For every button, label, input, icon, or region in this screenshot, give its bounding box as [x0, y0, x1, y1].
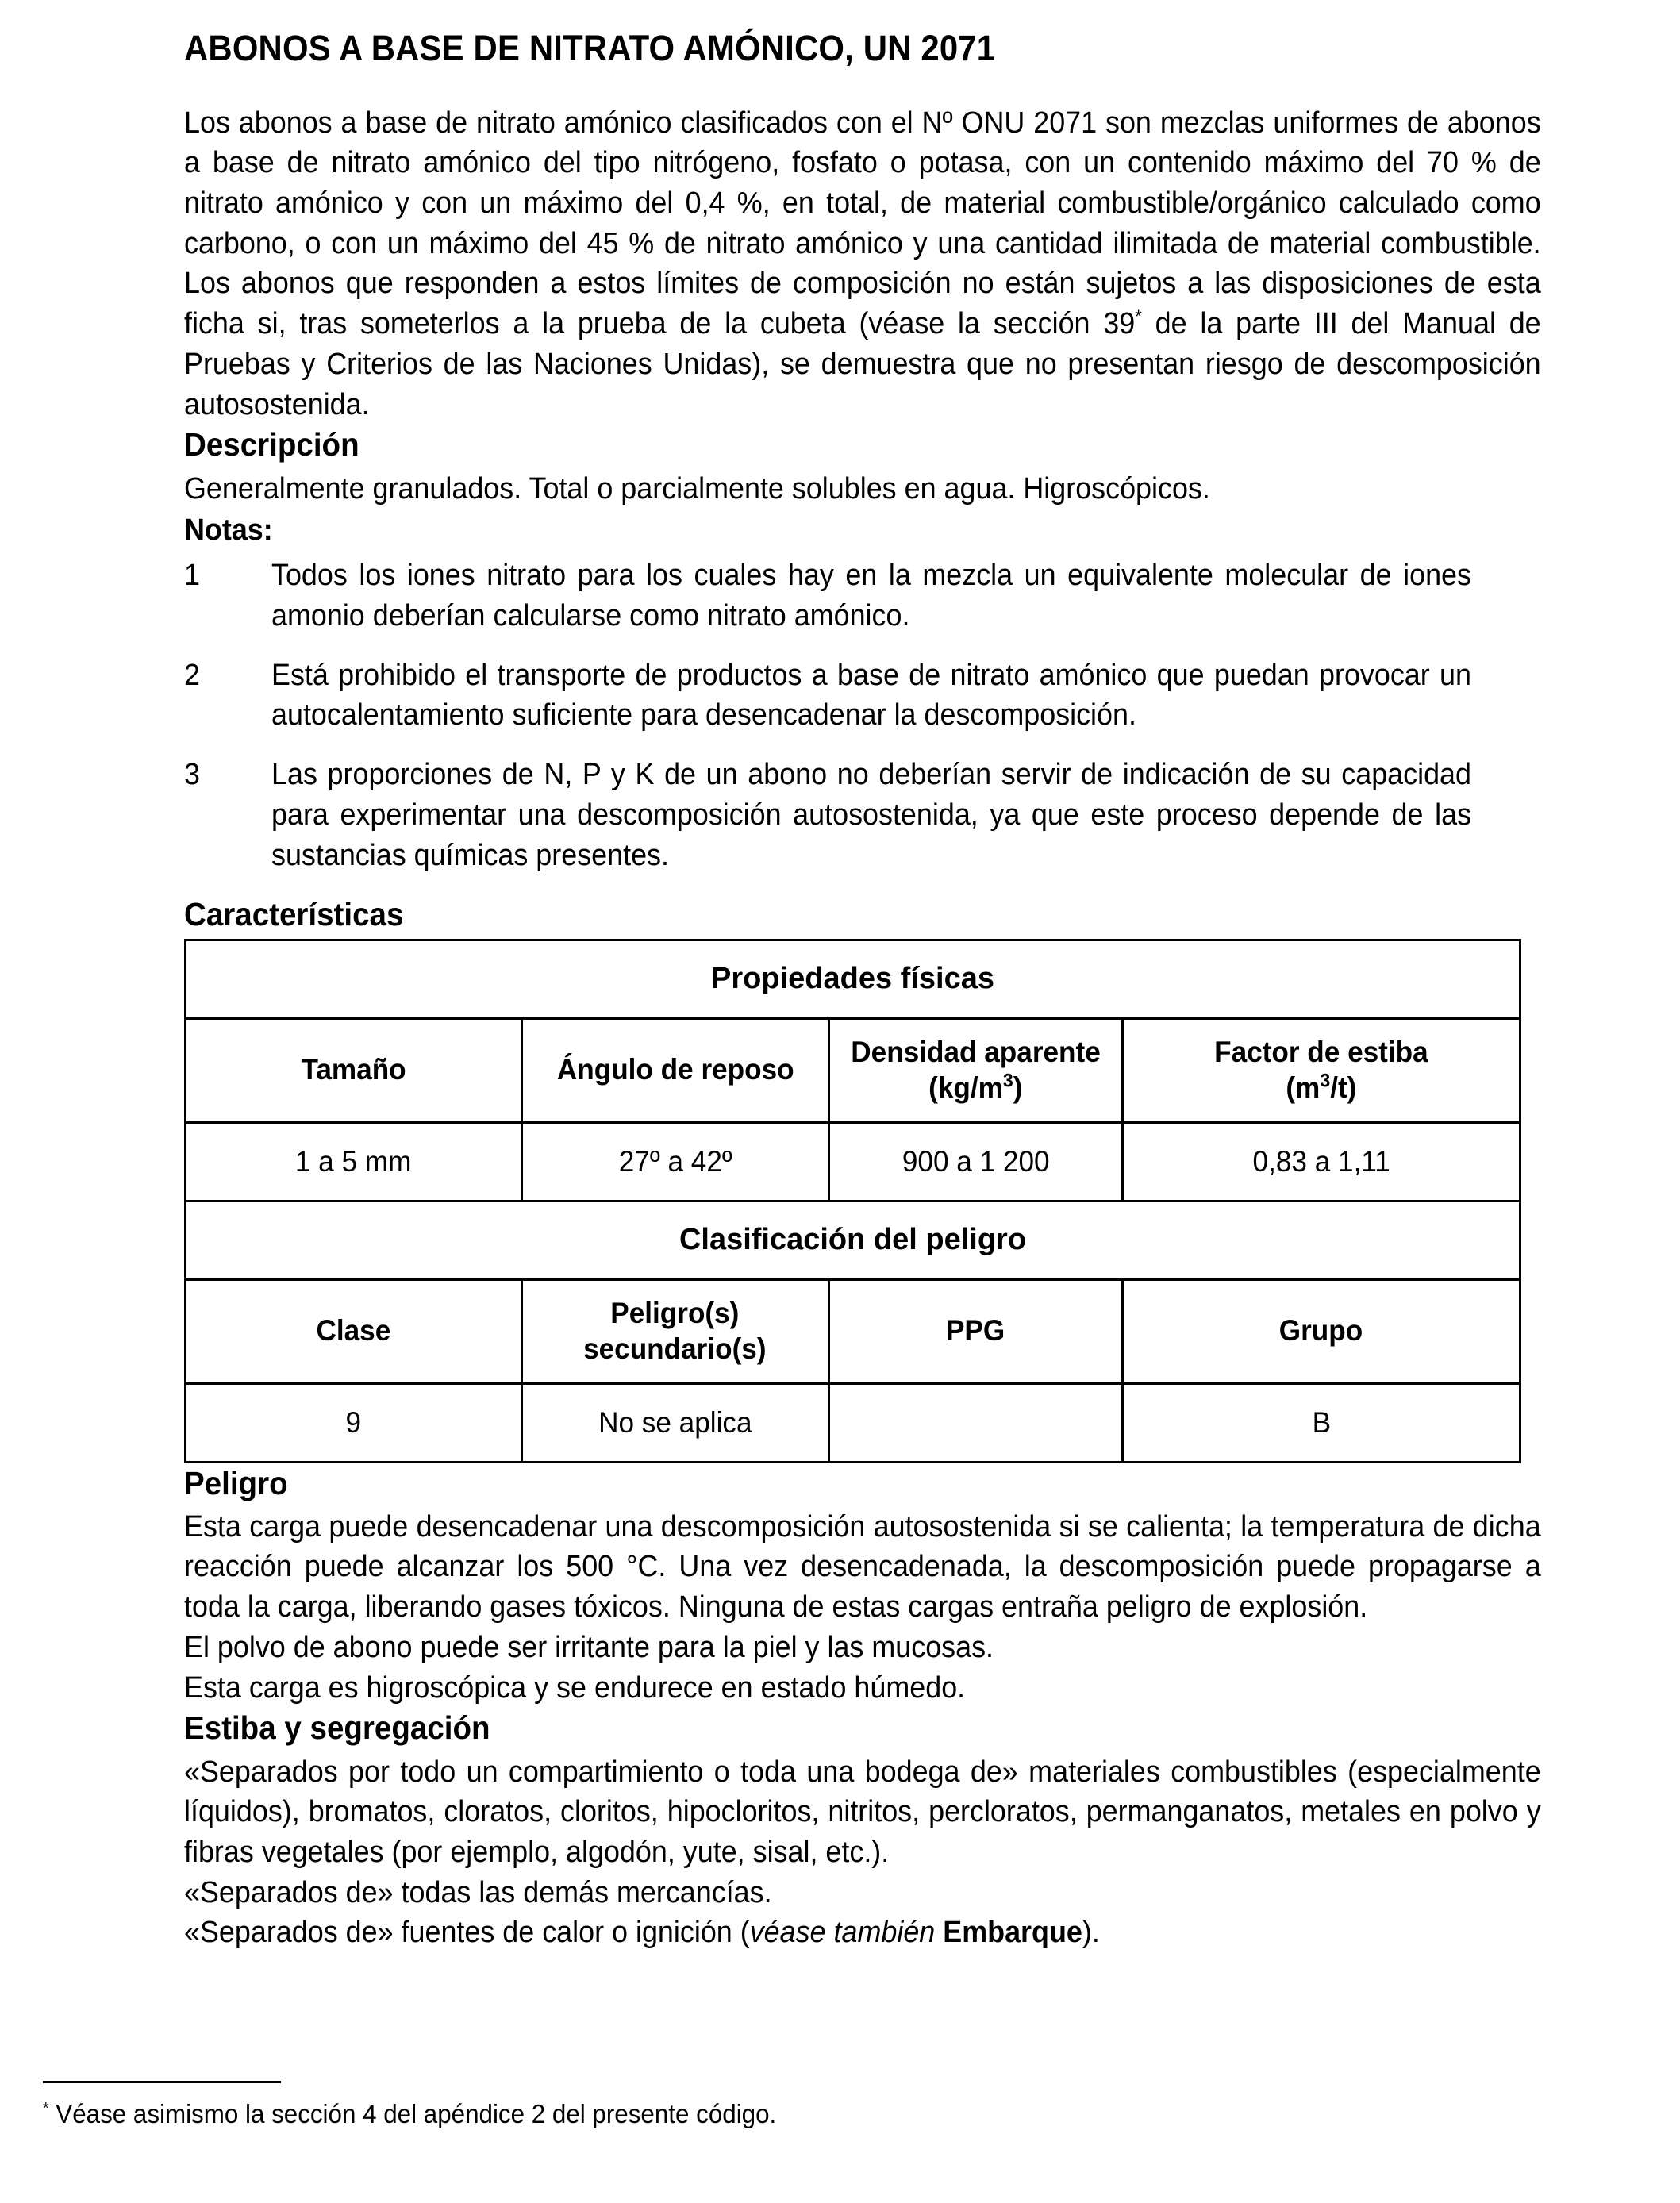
value-grupo: [1122, 1383, 1520, 1462]
col-header-clase: [186, 1279, 522, 1383]
col-header-grupo-label: Grupo: [1279, 1314, 1363, 1348]
value-densidad-text: 900 a 1 200: [902, 1144, 1050, 1178]
footnote-area: [43, 2081, 1551, 2132]
col-header-ppg: [828, 1279, 1122, 1383]
value-angulo-text: 27º a 42º: [618, 1144, 732, 1178]
value-peligro-secundario: [521, 1383, 828, 1462]
value-clase-text: 9: [345, 1405, 362, 1439]
col-header-grupo: [1122, 1279, 1520, 1383]
footnote-separator-rule: [43, 2081, 281, 2083]
estiba-p3-pre: «Separados de» fuentes de calor o ignición (: [184, 1916, 750, 1950]
table-row-band-physical: [186, 940, 1520, 1018]
factor-unit-pre: (m: [1286, 1071, 1321, 1104]
value-tamano-text: 1 a 5 mm: [295, 1144, 412, 1178]
heading-descripcion: Descripción: [184, 426, 359, 463]
estiba-p3-bold-reference: Embarque: [943, 1916, 1082, 1950]
table-row-physical-values: [186, 1122, 1520, 1201]
col-header-factor-estiba-unit: [1286, 1071, 1356, 1105]
value-tamano: [186, 1122, 522, 1201]
note-number: 3: [184, 758, 200, 792]
densidad-unit-exponent: 3: [1002, 1070, 1013, 1092]
col-header-angulo: [521, 1018, 828, 1122]
col-header-factor-estiba-label: Factor de estiba: [1214, 1036, 1428, 1069]
value-grupo-text: B: [1312, 1405, 1331, 1439]
col-header-clase-label: Clase: [316, 1314, 391, 1348]
col-header-densidad-label: Densidad aparente: [850, 1036, 1101, 1069]
value-peligro-secundario-text: No se aplica: [598, 1405, 752, 1439]
note-text: Está prohibido el transporte de productos a base de nitrato amónico que puedan provocar un autocalentamiento suficiente para desencadenar la descomposición.: [271, 658, 1471, 732]
intro-paragraph: [184, 103, 1541, 425]
value-factor-estiba-text: 0,83 a 1,11: [1252, 1144, 1390, 1178]
notas-label: Notas:: [184, 513, 273, 548]
table-row-hazard-headers: [186, 1279, 1520, 1383]
col-header-angulo-label: Ángulo de reposo: [556, 1053, 794, 1086]
intro-text-part2: de la parte III del Manual de Pruebas y Criterios de las Naciones Unidas), se demuestra que no presentan riesgo de descomposición autosostenida.: [184, 307, 1541, 421]
heading-caracteristicas: Características: [184, 896, 404, 933]
densidad-unit-pre: (kg/m: [928, 1071, 1003, 1104]
page-title: ABONOS A BASE DE NITRATO AMÓNICO, UN 2071: [184, 28, 996, 68]
table-row-physical-headers: [186, 1018, 1520, 1122]
page-content: [184, 29, 1541, 1953]
estiba-paragraph-3: [184, 1913, 1541, 1953]
note-item: [184, 556, 1541, 636]
footnote: [43, 2097, 1475, 2132]
note-item: [184, 656, 1541, 736]
table-row-hazard-values: [186, 1383, 1520, 1462]
col-header-ppg-label: PPG: [946, 1314, 1005, 1348]
col-header-densidad: [828, 1018, 1122, 1122]
descripcion-text: Generalmente granulados. Total o parcialmente solubles en agua. Higroscópicos.: [184, 471, 1210, 506]
characteristics-table: [184, 939, 1521, 1463]
table-row-band-hazard: [186, 1201, 1520, 1279]
col-header-factor-estiba: [1122, 1018, 1520, 1122]
estiba-paragraph-2: «Separados de» todas las demás mercancías.: [184, 1875, 772, 1909]
col-header-peligro-secundario: [521, 1279, 828, 1383]
col-header-tamano-label: Tamaño: [301, 1053, 406, 1086]
value-angulo: [521, 1122, 828, 1201]
band-title-physical: Propiedades físicas: [186, 940, 1520, 1018]
footnote-marker: *: [43, 2099, 49, 2117]
densidad-unit-post: ): [1013, 1071, 1023, 1104]
note-item: [184, 755, 1541, 875]
note-text: Las proporciones de N, P y K de un abono no deberían servir de indicación de su capacidad para experimentar una descomposición autosostenida, ya que este proceso depende de las sustancias químicas presentes.: [271, 758, 1471, 872]
intro-text-part1: Los abonos a base de nitrato amónico clasificados con el Nº ONU 2071 son mezclas uniformes de abonos a base de nitrato amónico del tipo nitrógeno, fosfato o potasa, con un contenido máximo del 70 % de nitrato amónico y con un máximo del 0,4 %, en total, de material combustible/orgánico calculado como carbono, o con un máximo del 45 % de nitrato amónico y una cantidad ilimitada de material combustible. Los abonos que responden a estos límites de composición no están sujetos a las disposiciones de esta ficha si, tras someterlos a la prueba de la cubeta (véase la sección 39: [184, 106, 1541, 341]
band-title-hazard: Clasificación del peligro: [186, 1201, 1520, 1279]
factor-unit-post: /t): [1330, 1071, 1357, 1104]
note-text: Todos los iones nitrato para los cuales hay en la mezcla un equivalente molecular de iones amonio deberían calcularse como nitrato amónico.: [271, 559, 1471, 632]
peligro-paragraph-3: Esta carga es higroscópica y se endurece en estado húmedo.: [184, 1671, 966, 1705]
heading-estiba-segregacion: Estiba y segregación: [184, 1709, 490, 1747]
value-factor-estiba: [1122, 1122, 1520, 1201]
col-header-tamano: [186, 1018, 522, 1122]
estiba-p3-italic: véase también: [749, 1916, 944, 1950]
peligro-paragraph-1: Esta carga puede desencadenar una descomposición autosostenida si se calienta; la temperatura de dicha reacción puede alcanzar los 500 °C. Una vez desencadenada, la descomposición puede propagarse a toda la carga, liberando gases tóxicos. Ninguna de estas cargas entraña peligro de explosión.: [184, 1509, 1541, 1624]
col-header-peligro-line1: Peligro(s): [610, 1297, 740, 1330]
value-clase: [186, 1383, 522, 1462]
col-header-peligro-line2: secundario(s): [583, 1332, 767, 1365]
factor-unit-exponent: 3: [1320, 1070, 1331, 1092]
intro-footnote-marker: *: [1135, 306, 1142, 327]
value-densidad: [828, 1122, 1122, 1201]
footnote-text-content: Véase asimismo la sección 4 del apéndice 2 del presente código.: [56, 2099, 777, 2128]
note-number: 1: [184, 559, 200, 593]
col-header-densidad-unit: [928, 1071, 1022, 1105]
estiba-paragraph-1: «Separados por todo un compartimiento o toda una bodega de» materiales combustibles (especialmente líquidos), bromatos, cloratos, cloritos, hipocloritos, nitritos, percloratos, permanganatos, metales en polvo y fibras vegetales (por ejemplo, algodón, yute, sisal, etc.).: [184, 1755, 1541, 1870]
heading-peligro: Peligro: [184, 1464, 288, 1501]
note-number: 2: [184, 658, 200, 692]
estiba-p3-post: ).: [1082, 1916, 1100, 1950]
value-ppg: [828, 1383, 1122, 1462]
peligro-paragraph-2: El polvo de abono puede ser irritante para la piel y las mucosas.: [184, 1630, 994, 1664]
